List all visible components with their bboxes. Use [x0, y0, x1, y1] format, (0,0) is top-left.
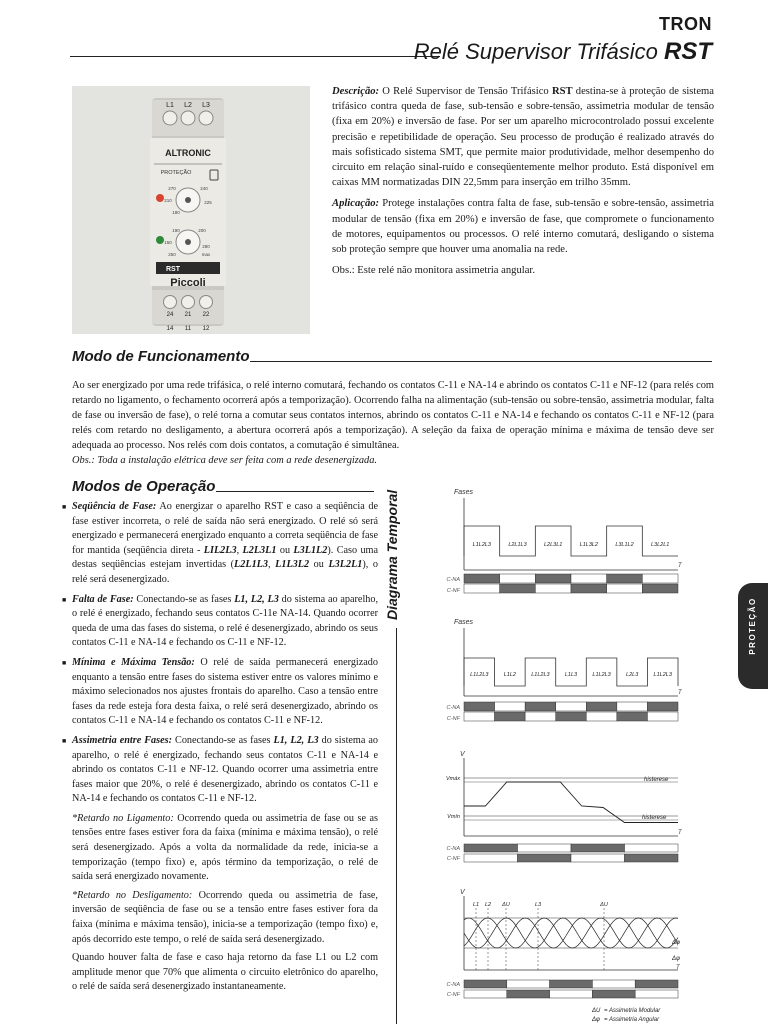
chart3-vmin: Vmín	[447, 814, 460, 820]
section-heading-operacao: Modos de Operação	[72, 478, 216, 495]
chart2-nf-segment	[647, 712, 678, 721]
dial-label: 150	[164, 240, 172, 245]
chart2-nf-segment	[617, 712, 648, 721]
line-chart-asymmetry	[420, 886, 686, 1024]
chart1-na-segment	[500, 574, 536, 583]
chart2-title: Fases	[454, 619, 474, 626]
chart1-segment-label: L2L3L1	[543, 542, 563, 548]
chart2-nf-segment	[464, 712, 495, 721]
device-series: Piccoli	[170, 277, 206, 289]
description-paragraph: Descrição: O Relé Supervisor de Tensão Trifásico RST destina-se à proteção de sistema trifásico contra queda de fase, sub-tensão e sobre-tensão, assimetria modular de tensão (fixa em 20%) e inversão de fase. Por ser um aparelho microcontrolado possui excelente precisão e repetibilidade de operação. Seu processo de produção é realizado através do mais sofisticado sistema SMT, que permite maior produtividade, melhor desempenho do circuito em relação sinal-ruído e conseqüentemente melhor produto. Está disponível em caixas MM normatizadas DIN 22,5mm para inserção em trilho 35mm.	[332, 86, 714, 189]
chart3-na-segment	[571, 844, 625, 852]
chart2-segment-label: L1L2L3	[531, 672, 550, 678]
chart1-signal-nf: C-NF	[446, 588, 460, 594]
chart4-phase-wave	[464, 918, 678, 948]
chart2-na-segment	[464, 702, 495, 711]
chart3-na-segment	[518, 844, 572, 852]
chart2-na-segment	[586, 702, 617, 711]
chart4-arrow-angle-1: Δφ	[672, 940, 680, 946]
chart3-xlabel: T	[678, 830, 682, 836]
chart4-ylabel: V	[460, 889, 465, 896]
chart1-time-label: T	[678, 563, 682, 569]
chart1-nf-segment	[607, 584, 643, 593]
line-chart-voltage-range	[420, 744, 686, 864]
chart2-na-segment	[525, 702, 556, 711]
dial-label: max	[201, 252, 211, 257]
chart4-signal-nf: C-NF	[446, 992, 460, 998]
title-bar	[70, 36, 712, 66]
section-rule	[216, 491, 374, 492]
chart1-na-segment	[642, 574, 678, 583]
chart1-segment-label: L1L2L3	[472, 542, 492, 548]
terminal-bottom-2: 21	[184, 312, 192, 318]
chart3-vmax: Vmáx	[445, 776, 460, 782]
chart2-na-segment	[617, 702, 648, 711]
chart1-segment-label: L3L2L1	[650, 542, 670, 548]
legend-symbol: ΔU	[592, 1008, 601, 1014]
chart4-nf-segment	[592, 990, 635, 998]
chart1-nf-segment	[464, 584, 500, 593]
chart3-na-segment	[625, 844, 679, 852]
terminal-top-3: L3	[202, 102, 210, 109]
chart1-na-segment	[535, 574, 571, 583]
timing-chart-sequence	[420, 484, 686, 602]
dial-label: 200	[198, 228, 206, 233]
chart2-signal-nf: C-NF	[446, 716, 460, 722]
chart2-na-segment	[556, 702, 587, 711]
page-title: Relé Supervisor Trifásico RST	[413, 38, 712, 65]
chart2-segment-label: L2L3	[626, 672, 639, 678]
chart4-na-segment	[550, 980, 593, 988]
chart2-segment-label: L1L3	[564, 672, 578, 678]
terminal-base-2: 11	[184, 326, 192, 332]
chart3-signal-nf: C-NF	[446, 856, 460, 862]
terminal-base-3: 12	[202, 326, 210, 332]
chart4-marker-l1: L1	[472, 902, 480, 908]
chart2-na-segment	[495, 702, 526, 711]
chart4-na-segment	[507, 980, 550, 988]
funcionamento-text: Ao ser energizado por uma rede trifásica, o relé interno comutará, fechando os contatos C-11 e NA-14 e abrindo os contatos C-11 e NF-12 (para relés com retardo no ligamento, o fechamento ocorrerá após a temporização). Ocorrendo falha na alimentação (sub-tensão ou sobre-tensão, assimetria modular, falta de fase ou inversão de fase), o relé torna a comutar seus contatos internos, abrindo os contatos C-11 e NA-14 e fechando os contatos C-11 e NF-12 (para relés com retardo no desligamento, a abertura ocorrerá após a temporização). A seleção da faixa de operação mínima e máxima de tensão deve ser adequada ao processo. Nos relés com dois contatos, a comutação é simultânea. Obs.: Toda a instalação elétrica deve ser feita com a rede desenergizada.	[72, 380, 714, 466]
device-panel-label: PROTEÇÃO	[160, 170, 192, 176]
chart2-signal-na: C-NA	[446, 705, 460, 711]
mode-falta-fase: ■ Falta de Fase: Conectando-se as fases L1, L2, L3 do sistema ao aparelho, o relé é energizado, fechando seus contatos C-11e NA-14. Quando ocorrer queda de uma das fases do sistema, o relé é desenergizado, abrindo os seus contatos C-11 e NA-14 e fechando os C-11 e NF-12.	[62, 593, 378, 651]
legend-text: = Assimetria Angular	[604, 1017, 660, 1023]
chart4-na-segment	[635, 980, 678, 988]
chart3-nf-segment	[625, 854, 679, 862]
dial-label: 280	[202, 244, 210, 249]
terminal-top-2: L2	[184, 102, 192, 109]
chart1-nf-segment	[500, 584, 536, 593]
chart4-xlabel: T	[676, 965, 680, 971]
diagram-label: Diagrama Temporal	[384, 489, 400, 620]
terminal-bottom-1: 24	[166, 312, 174, 318]
chart4-marker-du1: ΔU	[502, 902, 510, 908]
chart1-signal-na: C-NA	[446, 577, 460, 583]
legend-text: = Assimetria Modular	[604, 1008, 661, 1014]
chart3-na-segment	[464, 844, 518, 852]
chart3-nf-segment	[518, 854, 572, 862]
legend-symbol: Δφ	[592, 1017, 600, 1023]
chart4-nf-segment	[507, 990, 550, 998]
chart1-na-segment	[607, 574, 643, 583]
chart2-na-segment	[647, 702, 678, 711]
chart1-nf-segment	[571, 584, 607, 593]
chart4-na-segment	[464, 980, 507, 988]
chart4-nf-segment	[550, 990, 593, 998]
dial-label: 270	[168, 186, 176, 191]
terminal-base-1: 14	[166, 326, 174, 332]
chart4-arrow-angle-2: Δφ	[672, 956, 680, 962]
chart2-segment-label: L1L2L3	[470, 672, 489, 678]
chart1-nf-segment	[642, 584, 678, 593]
chart1-na-segment	[464, 574, 500, 583]
chart3-ylabel: V	[460, 751, 465, 758]
terminal-bottom-3: 22	[202, 312, 210, 318]
chart4-na-segment	[592, 980, 635, 988]
dial-label: 250	[168, 252, 176, 257]
chart1-segment-label: L3L1L2	[615, 542, 634, 548]
chart2-nf-segment	[586, 712, 617, 721]
product-photo	[72, 86, 310, 334]
chart3-nf-segment	[571, 854, 625, 862]
chart2-nf-segment	[495, 712, 526, 721]
chart2-segment-label: L1L2L3	[653, 672, 672, 678]
dial-label: 240	[200, 186, 208, 191]
side-tab[interactable]: PROTEÇÃO	[738, 583, 768, 689]
chart1-segment-label: L1L3L2	[579, 542, 599, 548]
title-rule-line	[70, 56, 440, 57]
device-brand: ALTRONIC	[165, 148, 211, 158]
final-note: Quando houver falta de fase e caso haja retorno da fase L1 ou L2 com amplitude menor que 70% que alimenta o circuito eletrônico do aparelho, o relé de saída será desenergizado instantaneamente.	[72, 952, 378, 993]
chart2-segment-label: L1L2	[503, 672, 516, 678]
terminal-top-1: L1	[166, 102, 174, 109]
dial-label: 225	[204, 200, 212, 205]
mode-sequencia: ■ Seqüência de Fase: Ao energizar o aparelho RST e caso a seqüência de fase estiver incorreta, o relé de saída não será energizado. O relé só será energizado e permanecerá energizado enquanto a correta seqüência de fase for mantida (seqüência direta - LIL2L3, L2L3L1 ou L3L1L2). Caso uma destas seqüências estejam invertidas (L2L1L3, L1L3L2 ou L3L2L1), o relé será desenergizado.	[62, 500, 378, 588]
mode-min-max: ■ Mínima e Máxima Tensão: O relé de saída permanecerá energizado enquanto a tensão entre fases do sistema estiver entre os valores mínimo e máximo selecionados nos ajustes frontais do aparelho. Caso a tensão entre fases da rede esteja fora desta faixa, o relé será desenergizado, abrindo os contatos C-11 e NA-14 e fechando os contatos C-11 e NF-12.	[62, 656, 378, 729]
chart3-hysteresis-2: histerese	[642, 815, 667, 821]
chart2-segment-label: L1L2L3	[592, 672, 611, 678]
chart4-nf-segment	[635, 990, 678, 998]
chart4-signal-na: C-NA	[446, 982, 460, 988]
retardo-ligamento: *Retardo no Ligamento: Ocorrendo queda ou assimetria de fase ou se as tensões entre fases estiver fora da faixa (mínima e máxima tensão), o relé será desenergizado. Após a volta da normalidade da rede, inicia-se a temporização (tempo fixo) e, após término da temporização, o relé de saída será energizado novamente.	[72, 812, 378, 883]
chart4-marker-l3: L3	[534, 902, 542, 908]
product-description	[332, 84, 714, 284]
chart4-marker-du2: ΔU	[600, 902, 608, 908]
chart1-nf-segment	[535, 584, 571, 593]
chart4-nf-segment	[464, 990, 507, 998]
application-paragraph: Aplicação: Protege instalações contra falta de fase, sub-tensão e sobre-tensão, assimetria modular de tensão (fixa em 20%) e inversão de fase, que compromete o funcionamento de motores, equipamentos ou processos. O relé interno comutará, desligando o sistema sob proteção sempre que houver uma anomalia na rede.	[332, 198, 714, 256]
dial-label: 180	[172, 210, 180, 215]
chart2-nf-segment	[525, 712, 556, 721]
timing-chart-phase-loss	[420, 614, 686, 728]
operation-modes	[62, 500, 378, 999]
section-rule	[250, 361, 712, 362]
chart1-segment-label: L2L1L3	[508, 542, 527, 548]
mode-assimetria: ■ Assimetria entre Fases: Conectando-se as fases L1, L2, L3 do sistema ao aparelho, o relé é energizado, fechando seus contatos C-11 e NA-14 e abrindo os contatos C-11 e NF-12. Quando ocorrer uma assimetria entre fases maior que 20%, o relé é desenergizado, abrindo os contatos C-11 e NA-14 e fechando os contatos C-11 e NF-12.	[62, 734, 378, 807]
description-obs: Obs.: Este relé não monitora assimetria angular.	[332, 265, 535, 277]
chart2-time-label: T	[678, 690, 682, 696]
diagram-divider	[396, 628, 397, 1024]
chart3-signal-na: C-NA	[446, 846, 460, 852]
brand-name: TRON	[659, 14, 712, 34]
retardo-desligamento: *Retardo no Desligamento: Ocorrendo queda ou assimetria de fase, inversão de seqüência de fase ou se a tensão entre fases estiver fora da faixa (mínima e máxima tensão), inicia-se a temporização (tempo fixo) e, após decorrido este tempo, o relé de saída será desenergizado.	[72, 889, 378, 945]
chart1-title: Fases	[454, 489, 474, 496]
chart3-nf-segment	[464, 854, 518, 862]
device-model: RST	[166, 266, 180, 273]
dial-label: 190	[172, 228, 180, 233]
chart4-marker-l2: L2	[484, 902, 492, 908]
chart1-na-segment	[571, 574, 607, 583]
chart3-hysteresis-1: histerese	[644, 777, 669, 783]
chart2-nf-segment	[556, 712, 587, 721]
chart1-phase-wave	[464, 526, 678, 556]
section-heading-funcionamento: Modo de Funcionamento	[72, 348, 250, 365]
dial-label: 210	[164, 198, 172, 203]
